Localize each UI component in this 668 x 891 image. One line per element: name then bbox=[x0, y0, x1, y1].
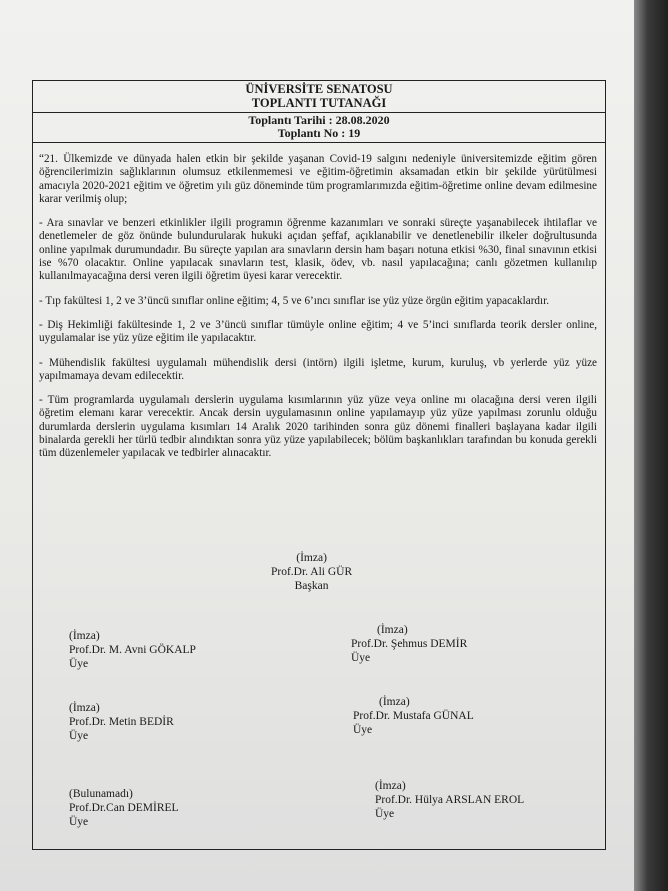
signature-role: Üye bbox=[375, 808, 395, 820]
signature-status: (İmza) bbox=[377, 624, 408, 636]
paragraph-medicine: - Tıp fakültesi 1, 2 ve 3’üncü sınıflar online eğitim; 4, 5 ve 6’ıncı sınıflar ise yüz yüze örgün eğitim yapacaklardır. bbox=[39, 294, 550, 307]
signature-status: (İmza) bbox=[375, 780, 406, 792]
signature-status: (İmza) bbox=[379, 696, 410, 708]
signature-name: Prof.Dr. Ali GÜR bbox=[271, 566, 353, 578]
signature-role: Üye bbox=[353, 724, 373, 736]
signature-role: Üye bbox=[351, 652, 371, 664]
signature-role: Üye bbox=[69, 658, 89, 670]
signature-name: Prof.Dr.Can DEMİREL bbox=[69, 802, 179, 814]
decision-text bbox=[39, 153, 597, 472]
signature-demirel bbox=[69, 787, 179, 829]
minutes-frame bbox=[32, 80, 606, 850]
meeting-number: Toplantı No : 19 bbox=[277, 126, 361, 140]
signature-status: (İmza) bbox=[69, 630, 100, 642]
paragraph-intro: “21. Ülkemizde ve dünyada halen etkin bir şekilde yaşanan Covid-19 salgını nedeniyle üniversitemizde eğitim gören öğrencilerimizin sağlıklarının olumsuz etkilenmemesi ve eğitim-öğretimin aksamadan etkin bir şekilde yürütülmesi amacıyla 2020-2021 eğitim ve öğretim yılı güz döneminde tüm programlarımızda eğitim-öğretime online devam edilmesine karar verilmiş olup; bbox=[39, 153, 597, 205]
signature-bedir bbox=[69, 701, 174, 743]
header-minutes: TOPLANTI TUTANAĞI bbox=[251, 96, 387, 110]
signature-status: (Bulunamadı) bbox=[69, 788, 133, 800]
signature-role: Üye bbox=[69, 730, 89, 742]
signature-name: Prof.Dr. Mustafa GÜNAL bbox=[353, 710, 474, 722]
signature-role: Başkan bbox=[294, 580, 329, 592]
signature-gunal bbox=[353, 695, 474, 737]
signature-name: Prof.Dr. Şehmus DEMİR bbox=[351, 638, 468, 650]
paragraph-practical: - Tüm programlarda uygulamalı derslerin uygulama kısımlarının yüz yüze veya online mı olacağına dersi veren ilgili öğretim elemanı karar verecektir. Ancak dersin uygulamasının online yapılamayıp yüz yüze yapılması zorunlu olduğu durumlarda derslerin uygulama kısımları 14 Aralık 2020 tarihinden sonra güz dönemi finalleri başlayana kadar ilgili binalarda gerekli her türlü tedbir alındıktan sonra yüz yüze yapılabilecek; bölüm başkanlıkları tarafından bu konuda gerekli tüm düzenlemeler yapılacak ve tedbirler alınacaktır. bbox=[39, 394, 597, 460]
signature-chair bbox=[271, 551, 352, 593]
paragraph-engineering: - Mühendislik fakültesi uygulamalı mühendislik dersi (intörn) ilgili işletme, kurum, kuruluş, vb yerlerde yüz yüze yapılmamaya devam edilecektir. bbox=[39, 356, 597, 382]
signature-role: Üye bbox=[69, 816, 89, 828]
header-title-block bbox=[33, 81, 605, 113]
paragraph-dentistry: - Diş Hekimliği fakültesinde 1, 2 ve 3’üncü sınıflar tümüyle online eğitim; 4 ve 5’inci sınıflarda teorik dersler online, uygulamalar ise yüz yüze eğitim ile yapılacaktır. bbox=[39, 318, 597, 345]
signature-status: (İmza) bbox=[296, 552, 327, 564]
signature-name: Prof.Dr. Metin BEDİR bbox=[69, 716, 174, 728]
background-edge bbox=[634, 0, 668, 891]
signature-demir bbox=[351, 623, 467, 665]
paragraph-exams: - Ara sınavlar ve benzeri etkinlikler ilgili programın öğrenme kazanımları ve sonraki süreçte yaşanabilecek ihtilaflar ve denetlemeler de göz önünde bulundurularak hukuki açıdan şeffaf, açıklanabilir ve denetlenebilir ilkeler doğrultusunda online yapılmak durumundadır. Bu süreçte yapılan ara sınavların dersin ham başarı notuna etkisi %30, final sınavının etkisi ise %70 olacaktır. Online yapılacak sınavların test, klasik, ödev, vb. nasıl yapılacağına; canlı gözetmen kullanılıp kullanılmayacağına dersi veren ilgili öğretim üyesi karar verecektir. bbox=[39, 217, 597, 283]
signature-name: Prof.Dr. M. Avni GÖKALP bbox=[69, 644, 196, 656]
meeting-date: Toplantı Tarihi : 28.08.2020 bbox=[248, 113, 390, 127]
signature-gokalp bbox=[69, 629, 196, 671]
signature-name: Prof.Dr. Hülya ARSLAN EROL bbox=[375, 794, 525, 806]
header-meta-block bbox=[33, 113, 605, 143]
signature-erol bbox=[375, 779, 524, 821]
header-senate: ÜNİVERSİTE SENATOSU bbox=[245, 82, 393, 96]
signature-status: (İmza) bbox=[69, 702, 100, 714]
